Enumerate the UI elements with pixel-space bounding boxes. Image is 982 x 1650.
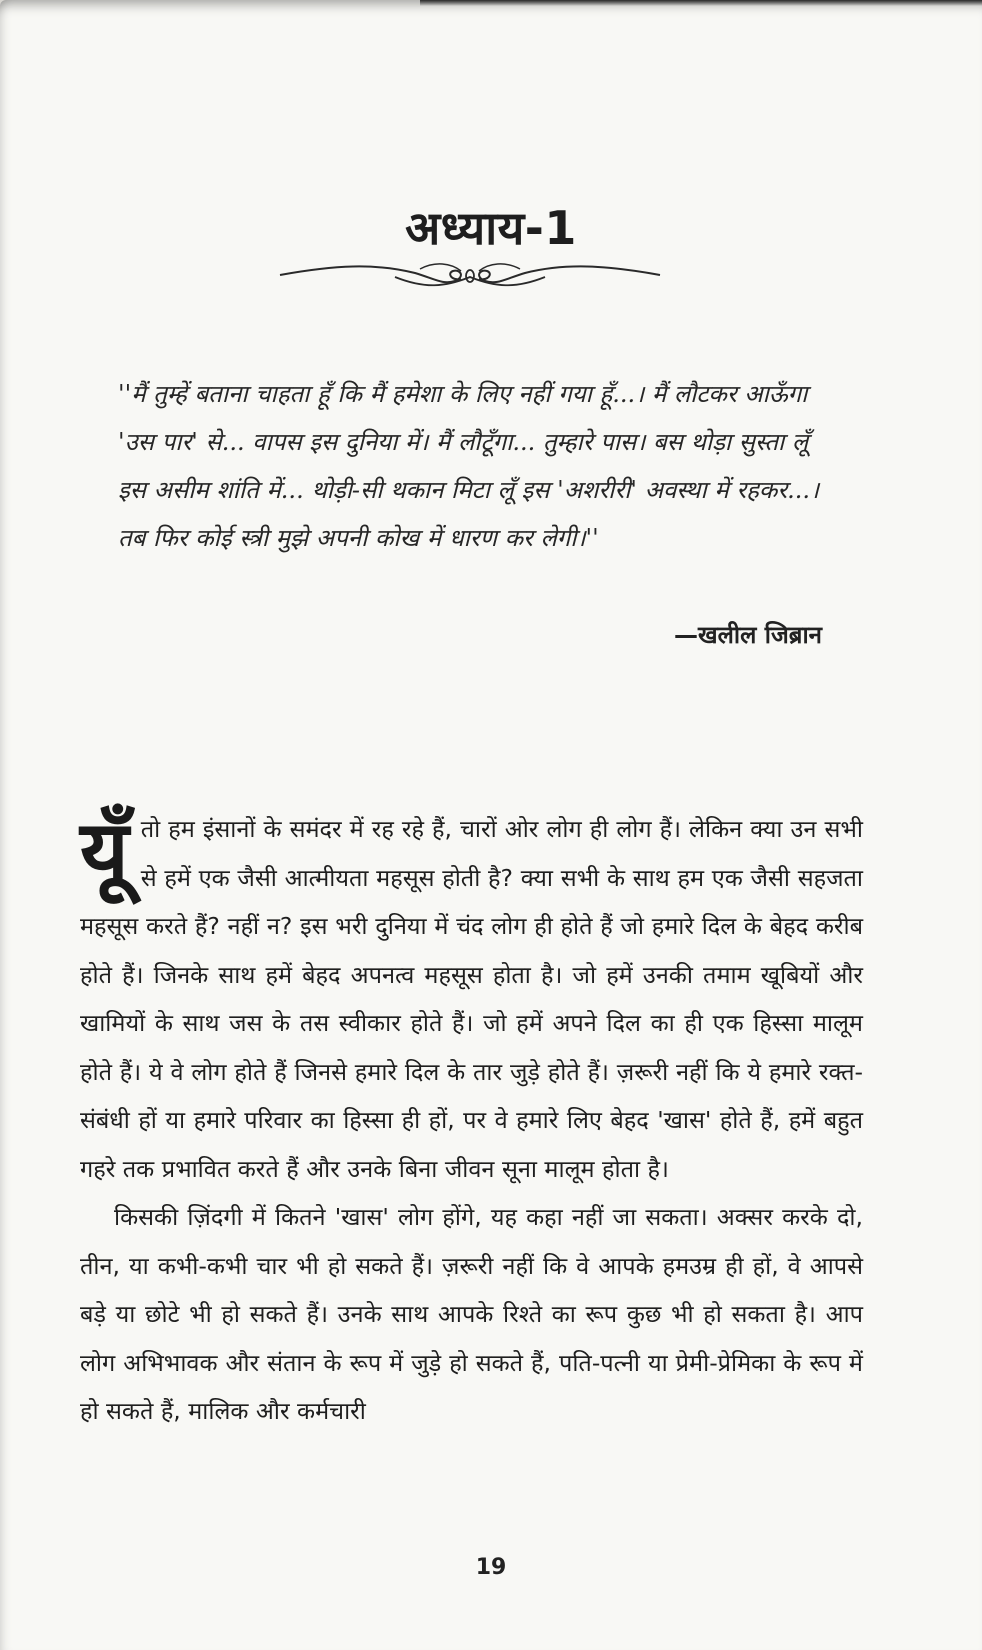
page-number: 19 [475, 1555, 507, 1580]
chapter-title: अध्याय-1 [405, 201, 577, 255]
paragraph-1-text: तो हम इंसानों के समंदर में रह रहे हैं, चारों ओर लोग ही लोग हैं। लेकिन क्या उन सभी से हमें एक जैसी आत्मीयता महसूस होती है? क्या सभी के साथ हम एक जैसी सहजता महसूस करते हैं? नहीं न? इस भरी दुनिया में चंद लोग ही होते हैं जो हमारे दिल के बेहद करीब होते हैं। जिनके साथ हमें बेहद अपनत्व महसूस होता है। जो हमें उनकी तमाम खूबियों और खामियों के साथ जस के तस स्वीकार होते हैं। जो हमें अपने दिल का ही एक हिस्सा मालूम होते हैं। ये वे लोग होते हैं जिनसे हमारे दिल के तार जुड़े होते हैं। ज़रूरी नहीं कि ये हमारे रक्त-संबंधी हों या हमारे परिवार का हिस्सा ही हों, पर वे हमारे लिए बेहद 'खास' होते हैं, हमें बहुत गहरे तक प्रभावित करते हैं और उनके बिना जीवन सूना मालूम होता है। [80, 815, 863, 1183]
paragraph-1 [80, 802, 863, 1193]
epigraph-quote: ''मैं तुम्हें बताना चाहता हूँ कि मैं हमेशा के लिए नहीं गया हूँ...। मैं लौटकर आऊँगा 'उस पार' से... वापस इस दुनिया में। मैं लौटूँगा... तुम्हारे पास। बस थोड़ा सुस्ता लूँ इस असीम शांति में... थोड़ी-सी थकान मिटा लूँ इस 'अशरीरी' अवस्था में रहकर...। तब फिर कोई स्त्री मुझे अपनी कोख में धारण कर लेगी।'' [118, 380, 820, 552]
chapter-body [80, 802, 863, 1436]
epigraph-attribution: —खलील जिब्रान [673, 621, 822, 649]
drop-cap: यूँ [80, 802, 129, 900]
paragraph-2: किसकी ज़िंदगी में कितने 'खास' लोग होंगे, यह कहा नहीं जा सकता। अक्सर करके दो, तीन, या कभी-कभी चार भी हो सकते हैं। ज़रूरी नहीं कि वे आपके हमउम्र ही हों, वे आपसे बड़े या छोटे भी हो सकते हैं। उनके साथ आपके रिश्ते का रूप कुछ भी हो सकता है। आप लोग अभिभावक और संतान के रूप में जुड़े हो सकते हैं, पति-पत्नी या प्रेमी-प्रेमिका के रूप में हो सकते हैं, मालिक और कर्मचारी [80, 1203, 863, 1425]
page-top-shadow [420, 0, 982, 6]
ornamental-divider-icon [275, 255, 665, 295]
